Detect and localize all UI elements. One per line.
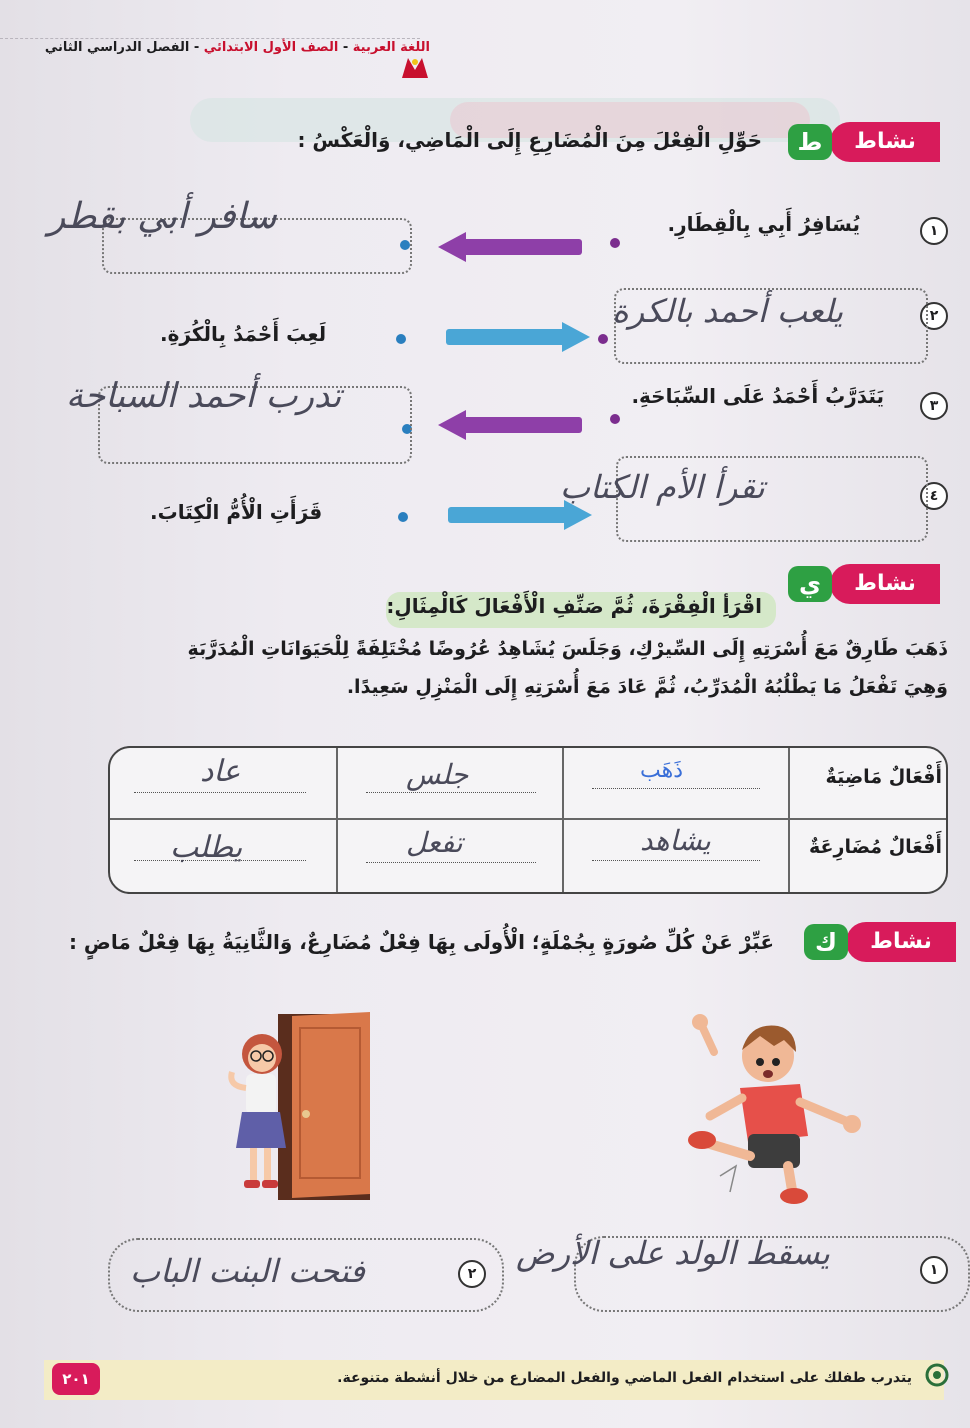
handwritten-sentence-2: فتحت البنت الباب xyxy=(130,1252,365,1290)
page-header xyxy=(45,40,430,55)
header-subject: اللغة العربية xyxy=(352,40,430,55)
top-dashed-line xyxy=(0,38,420,39)
arrow-left-icon xyxy=(438,232,588,262)
example-answer: ذَهَب xyxy=(640,758,684,783)
handwritten-present-3: يطلب xyxy=(170,830,243,865)
item-number-2: ٢ xyxy=(920,302,948,330)
sentence-1: يُسَافِرُ أَبِي بِالْقِطَارِ. xyxy=(667,212,860,236)
instruction-highlight xyxy=(282,152,722,182)
bullet-dot xyxy=(398,512,408,522)
activity-t-instruction: حَوِّلِ الْفِعْلَ مِنَ الْمُضَارِعِ إِلَى الْمَاضِي، وَالْعَكْسُ : xyxy=(297,128,762,152)
answer-line xyxy=(366,862,536,863)
sentence-4: قَرَأَتِ الْأُمُّ الْكِتَابَ. xyxy=(150,500,323,524)
paragraph-line-2: وَهِيَ تَفْعَلُ مَا يَطْلُبُهُ الْمُدَرِّبُ، ثُمَّ عَادَ مَعَ أُسْرَتِهِ إِلَى الْمَنْزِلِ سَعِيدًا. xyxy=(346,676,948,698)
table-divider xyxy=(788,748,790,892)
answer-line xyxy=(366,792,536,793)
reading-paragraph xyxy=(18,630,948,706)
footer-tip-text: يتدرب طفلك على استخدام الفعل الماضي والفعل المضارع من خلال أنشطة متنوعة. xyxy=(337,1370,912,1386)
table-divider xyxy=(562,748,564,892)
item-number-1: ١ xyxy=(920,217,948,245)
handwritten-sentence-1: يسقط الولد على الأرض xyxy=(516,1234,830,1272)
header-grade: الصف الأول الابتدائي xyxy=(203,40,339,55)
bullet-dot xyxy=(396,334,406,344)
handwritten-answer-1: سافر أبي بقطر xyxy=(48,196,277,237)
row-label-present: أَفْعَالٌ مُضَارِعَةٌ xyxy=(809,836,942,858)
activity-badge-t xyxy=(780,122,940,162)
activity-letter: ك xyxy=(804,924,848,960)
tip-icon xyxy=(924,1362,950,1388)
arrow-left-icon xyxy=(438,410,588,440)
handwritten-present-2: تفعل xyxy=(406,826,463,859)
activity-y-instruction: اقْرَأِ الْفِقْرَةَ، ثُمَّ صَنِّفِ الْأَفْعَالَ كَالْمِثَالِ: xyxy=(386,594,762,618)
header-sep-1: - xyxy=(338,40,353,55)
activity-label: نشاط xyxy=(830,564,940,604)
handwritten-answer-4: تقرأ الأم الكتاب xyxy=(560,468,765,506)
page-number: ٢٠١ xyxy=(52,1363,100,1395)
publisher-logo-icon xyxy=(398,52,432,82)
handwritten-answer-3: تدرب أحمد السباحة xyxy=(66,376,342,416)
answer-number-2: ٢ xyxy=(458,1260,486,1288)
paragraph-line-1: ذَهَبَ طَارِقٌ مَعَ أُسْرَتِهِ إِلَى السِّيرْكِ، وَجَلَسَ يُشَاهِدُ عُرُوضًا مُخْتَلِفَةً لِلْحَيَوَانَاتِ الْمُدَرَّبَةِ xyxy=(187,638,948,660)
boy-falling-illustration xyxy=(680,1006,864,1206)
verb-classification-table xyxy=(108,746,948,894)
activity-letter: ي xyxy=(788,566,832,602)
arrow-right-icon xyxy=(440,322,590,352)
bullet-dot xyxy=(598,334,608,344)
bullet-dot xyxy=(610,414,620,424)
table-divider xyxy=(110,818,946,820)
handwritten-past-2: جلس xyxy=(406,758,469,791)
activity-badge-k xyxy=(796,922,956,962)
activity-badge-y xyxy=(780,564,940,604)
item-number-4: ٤ xyxy=(920,482,948,510)
girl-opening-door-illustration xyxy=(220,1008,380,1200)
bullet-dot xyxy=(610,238,620,248)
header-term: الفصل الدراسي الثاني xyxy=(44,40,190,55)
answer-line xyxy=(592,860,760,861)
row-label-past: أَفْعَالٌ مَاضِيَةٌ xyxy=(825,766,942,788)
table-divider xyxy=(336,748,338,892)
handwritten-present-1: يشاهد xyxy=(640,824,711,857)
activity-k-instruction: عَبِّرْ عَنْ كُلِّ صُورَةٍ بِجُمْلَةٍ؛ الْأُولَى بِهَا فِعْلٌ مُضَارِعٌ، وَالثَّانِيَةُ بِهَا فِعْلٌ مَاضٍ : xyxy=(68,930,774,954)
activity-label: نشاط xyxy=(846,922,956,962)
answer-line xyxy=(134,792,306,793)
item-number-3: ٣ xyxy=(920,392,948,420)
activity-label: نشاط xyxy=(830,122,940,162)
sentence-3: يَتَدَرَّبُ أَحْمَدُ عَلَى السِّبَاحَةِ. xyxy=(631,384,884,408)
handwritten-past-3: عاد xyxy=(200,754,241,789)
header-sep-2: - xyxy=(189,40,204,55)
answer-line xyxy=(592,788,760,789)
answer-number-1: ١ xyxy=(920,1256,948,1284)
arrow-right-icon xyxy=(442,500,592,530)
handwritten-answer-2: يلعب أحمد بالكرة xyxy=(612,292,844,330)
sentence-2: لَعِبَ أَحْمَدُ بِالْكُرَةِ. xyxy=(160,322,327,346)
activity-letter: ط xyxy=(788,124,832,160)
